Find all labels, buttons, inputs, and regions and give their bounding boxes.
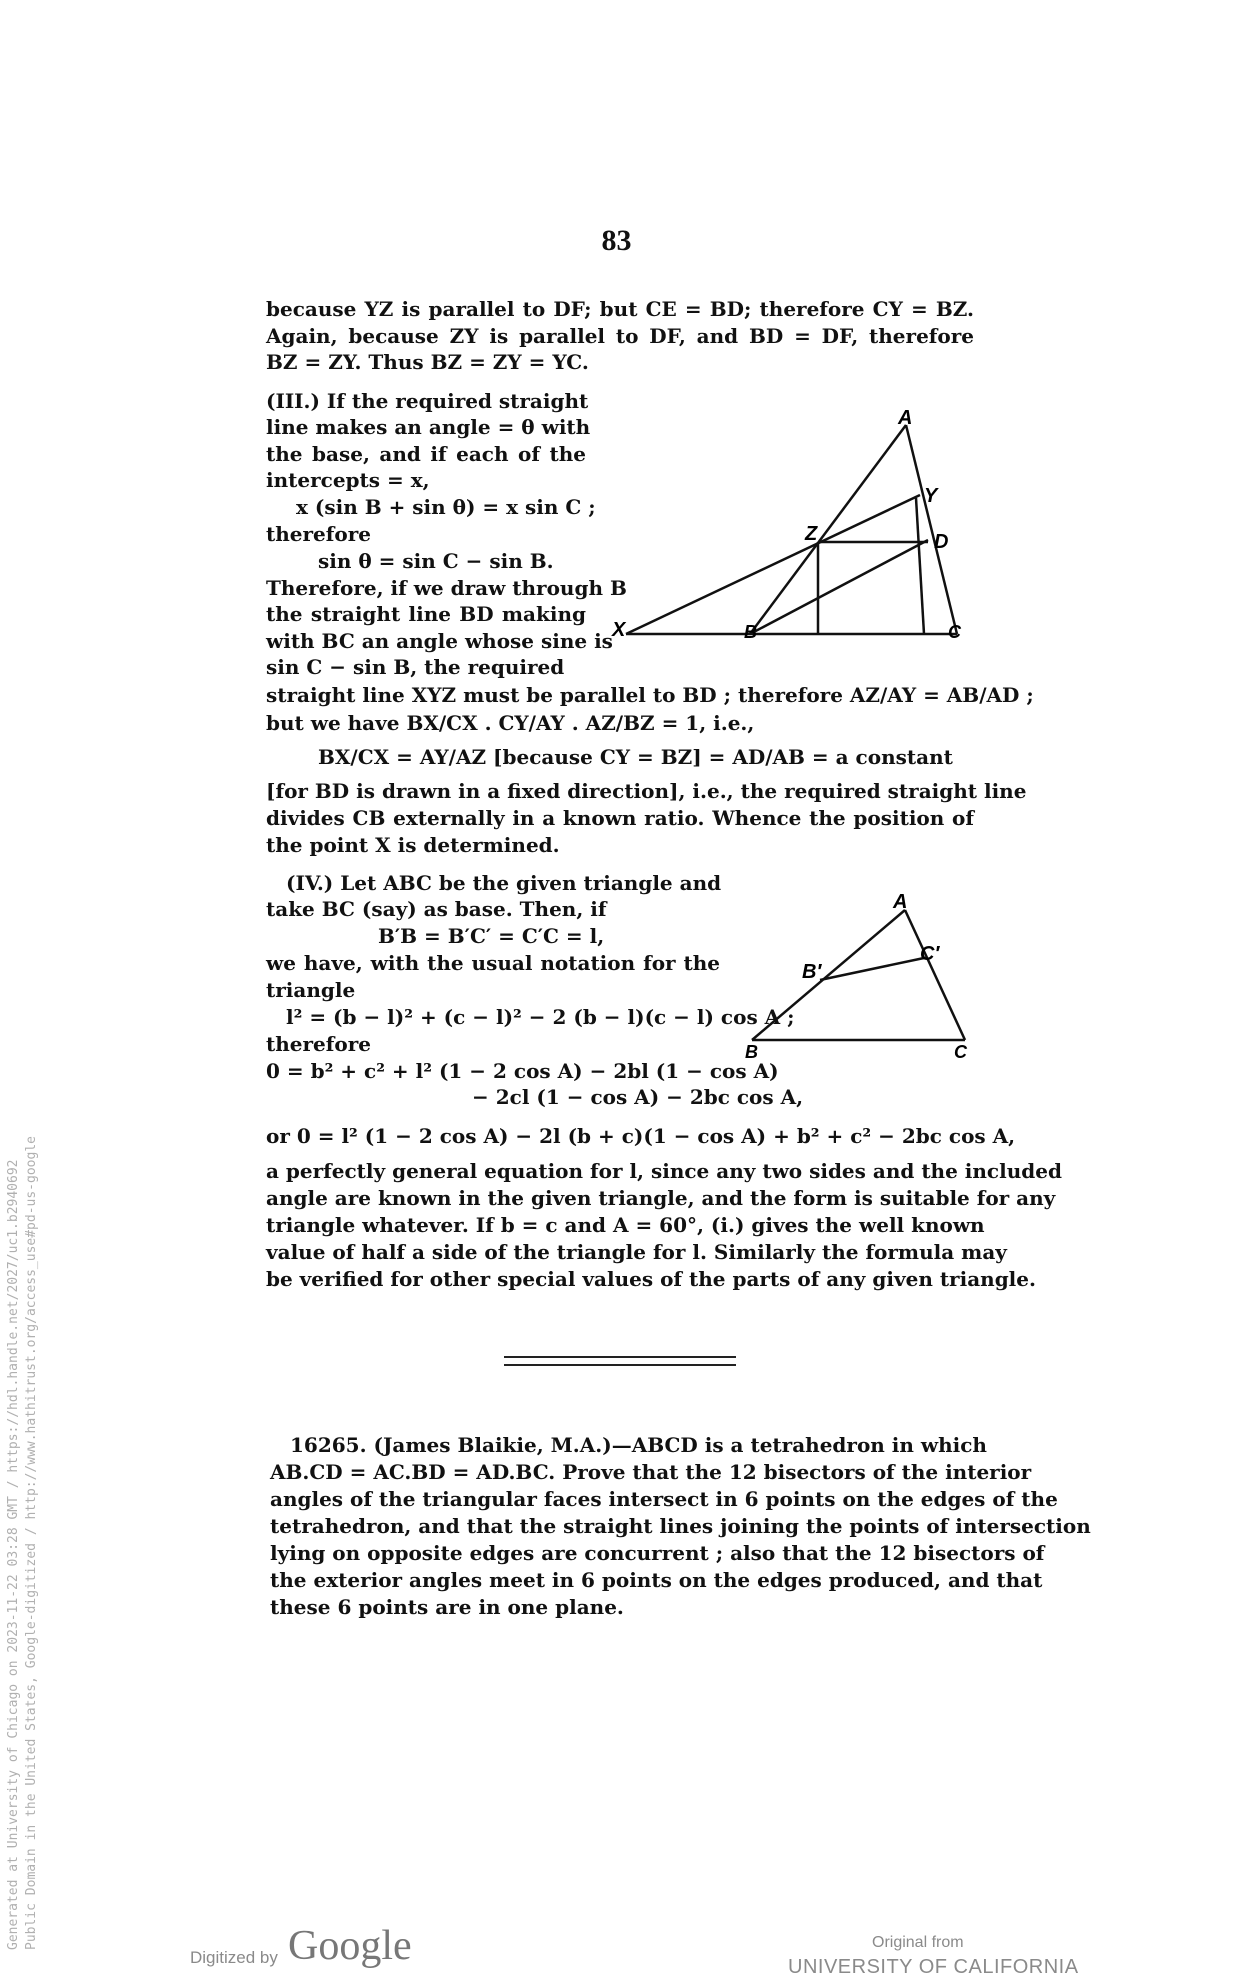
equation-line: or 0 = l² (1 − 2 cos A) − 2l (b + c)(1 − cos A) + b² + c² − 2bc cos A,: [266, 1124, 1016, 1148]
text-line: the exterior angles meet in 6 points on the edges produced, and that: [270, 1568, 1043, 1592]
text-line: a perfectly general equation for l, since any two sides and the included: [266, 1159, 1062, 1183]
text-line: triangle: [266, 978, 356, 1002]
text-line: therefore: [266, 1032, 371, 1056]
equation-line: B′B = B′C′ = C′C = l,: [378, 924, 605, 948]
equation-line: BX/CX = AY/AZ [because CY = BZ] = AD/AB = a constant: [318, 745, 953, 769]
text-line: angle are known in the given triangle, and the form is suitable for any: [266, 1186, 1056, 1210]
text-line: Therefore, if we draw through B: [266, 576, 627, 600]
equation-line: − 2cl (1 − cos A) − 2bc cos A,: [472, 1085, 804, 1109]
label-b-prime: B′: [802, 961, 822, 983]
page-number: 83: [601, 224, 632, 257]
text-line: triangle whatever. If b = c and A = 60°, (i.) gives the well known: [266, 1213, 985, 1237]
line-xy: [626, 495, 920, 634]
hathitrust-watermark: [0, 0, 46, 1987]
text-line: be verified for other special values of the parts of any given triangle.: [266, 1267, 1036, 1291]
label-c: C: [948, 622, 961, 642]
line-bd: [750, 540, 928, 634]
institution-text: UNIVERSITY OF CALIFORNIA: [788, 1956, 1079, 1978]
line-y-perp: [916, 498, 924, 634]
text-line: tetrahedron, and that the straight lines joining the points of intersection: [270, 1514, 1091, 1538]
text-line: divides CB externally in a known ratio. Whence the position of: [266, 806, 974, 830]
line-ab: [752, 910, 905, 1040]
text-line: we have, with the usual notation for the: [266, 951, 720, 975]
text-line: because YZ is parallel to DF; but CE = BD; therefore CY = BZ.: [266, 297, 974, 321]
label-c-prime: C′: [920, 943, 940, 965]
watermark-line-2: Public Domain in the United States, Google-digitized / http://www.hathitrust.org/access_use#pd-us-google: [24, 1136, 39, 1950]
question-heading-line: 16265. (James Blaikie, M.A.)—ABCD is a tetrahedron in which: [290, 1433, 987, 1457]
text-line: value of half a side of the triangle for l. Similarly the formula may: [266, 1240, 1007, 1264]
text-line: angles of the triangular faces intersect in 6 points on the edges of the: [270, 1487, 1058, 1511]
text-line: [for BD is drawn in a fixed direction], i.e., the required straight line: [266, 779, 1027, 803]
section-divider: [504, 1356, 736, 1366]
text-line: lying on opposite edges are concurrent ; also that the 12 bisectors of: [270, 1541, 1045, 1565]
equation-line: 0 = b² + c² + l² (1 − 2 cos A) − 2bl (1 − cos A): [266, 1059, 779, 1083]
digitized-by-text: Digitized by: [190, 1948, 278, 1967]
equation-line: l² = (b − l)² + (c − l)² − 2 (b − l)(c − l) cos A ;: [286, 1005, 795, 1029]
line-ac: [906, 425, 957, 634]
text-line: take BC (say) as base. Then, if: [266, 897, 607, 921]
label-a: A: [893, 891, 908, 913]
equation-line: x (sin B + sin θ) = x sin C ;: [296, 495, 596, 519]
watermark-line-1: Generated at University of Chicago on 2023-11-22 03:28 GMT / https://hdl.handle.net/2027/uc1.b2940692: [6, 1159, 21, 1950]
label-b: B: [745, 1042, 758, 1060]
text-line: but we have BX/CX . CY/AY . AZ/BZ = 1, i.e.,: [266, 711, 755, 735]
text-line: these 6 points are in one plane.: [270, 1595, 624, 1619]
label-a: A: [898, 410, 913, 429]
label-b: B: [744, 622, 757, 642]
label-x: X: [612, 619, 626, 641]
text-line: AB.CD = AC.BD = AD.BC. Prove that the 12 bisectors of the interior: [270, 1460, 1032, 1484]
line-ac: [905, 910, 965, 1040]
original-from-text: Original from: [872, 1934, 964, 1951]
text-line: the base, and if each of the: [266, 442, 586, 466]
text-line: (III.) If the required straight: [266, 389, 589, 413]
line-ab: [750, 425, 906, 634]
figure-triangle-abc: [740, 880, 980, 1060]
text-line: the straight line BD making: [266, 602, 586, 626]
text-line: the point X is determined.: [266, 833, 560, 857]
text-line: BZ = ZY. Thus BZ = ZY = YC.: [266, 350, 589, 374]
label-d: D: [934, 531, 949, 553]
label-z: Z: [805, 523, 818, 545]
equation-line: sin θ = sin C − sin B.: [318, 549, 554, 573]
text-line: (IV.) Let ABC be the given triangle and: [286, 871, 722, 895]
text-line: Again, because ZY is parallel to DF, and BD = DF, therefore: [266, 324, 974, 348]
text-line: line makes an angle = θ with: [266, 415, 591, 439]
text-line: with BC an angle whose sine is: [266, 629, 613, 653]
text-line: straight line XYZ must be parallel to BD ; therefore AZ/AY = AB/AD ;: [266, 683, 1034, 707]
google-logo: Google: [288, 1923, 412, 1969]
text-line: therefore: [266, 522, 371, 546]
figure-triangle-xyz: [610, 410, 980, 650]
text-line: intercepts = x,: [266, 468, 430, 492]
label-y: Y: [924, 485, 938, 507]
text-line: sin C − sin B, the required: [266, 655, 565, 679]
label-c: C: [954, 1042, 967, 1060]
